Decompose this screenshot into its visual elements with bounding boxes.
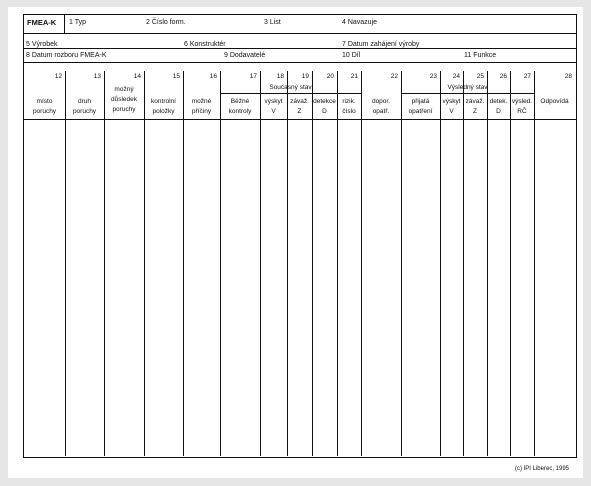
column-label-line: místo bbox=[36, 98, 53, 105]
column-number: 28 bbox=[564, 73, 572, 80]
column-label-line: detek. bbox=[489, 98, 508, 105]
column-divider bbox=[104, 71, 105, 456]
column-label-line: poruchy bbox=[72, 108, 97, 115]
column-label-line: D bbox=[322, 108, 327, 115]
column-number: 17 bbox=[249, 73, 257, 80]
column-label bbox=[24, 97, 65, 117]
column-number: 16 bbox=[209, 73, 217, 80]
column-label-line: poruchy bbox=[112, 106, 136, 113]
column-label-line: opatření bbox=[408, 108, 433, 115]
column-label bbox=[463, 97, 487, 117]
column-label-line: výskyt bbox=[442, 98, 461, 105]
column-label-line: kontroly bbox=[228, 108, 252, 115]
column-number: 21 bbox=[350, 73, 358, 80]
column-label-line: závaž. bbox=[290, 98, 309, 105]
column-divider bbox=[183, 71, 184, 456]
header-divider bbox=[64, 15, 65, 33]
column-number: 26 bbox=[499, 73, 507, 80]
column-label-line: číslo bbox=[342, 108, 356, 115]
field-dil: 10 Díl bbox=[342, 52, 361, 59]
field-vyrobek: 5 Výrobek bbox=[26, 41, 58, 48]
column-number: 20 bbox=[326, 73, 334, 80]
column-label-line: výsled. bbox=[511, 98, 533, 105]
field-list: 3 List bbox=[264, 19, 281, 26]
column-label bbox=[361, 97, 401, 117]
field-dodavatele: 9 Dodavatelé bbox=[224, 52, 266, 59]
column-divider bbox=[361, 71, 362, 456]
column-label-line: závaž. bbox=[465, 98, 485, 105]
column-divider bbox=[65, 71, 66, 456]
column-divider bbox=[534, 71, 535, 456]
column-number: 24 bbox=[452, 73, 460, 80]
field-datum-rozboru: 8 Datum rozboru FMEA-K bbox=[26, 52, 107, 59]
field-navazuje: 4 Navazuje bbox=[342, 19, 378, 26]
column-label-line: poruchy bbox=[32, 108, 57, 115]
column-label bbox=[65, 97, 104, 117]
field-cislo-form: 2 Číslo form. bbox=[146, 19, 186, 26]
column-divider bbox=[312, 71, 313, 456]
column-divider bbox=[510, 71, 511, 456]
column-label-line: důsledek bbox=[110, 96, 138, 103]
column-label bbox=[104, 85, 144, 115]
header-line-3 bbox=[24, 62, 576, 63]
column-label bbox=[312, 97, 337, 117]
column-label bbox=[440, 97, 463, 117]
column-label-line: přijatá bbox=[411, 98, 430, 105]
column-label-line: detekce bbox=[313, 98, 336, 105]
group-soucasny-stav-line bbox=[220, 93, 361, 94]
column-number: 19 bbox=[301, 73, 309, 80]
column-grid bbox=[24, 71, 576, 457]
group-vysledny-stav-label: Výsledný stav bbox=[447, 84, 488, 91]
column-label-line: možné bbox=[191, 98, 212, 105]
column-label-line: dopor. bbox=[371, 98, 391, 105]
column-label bbox=[260, 97, 287, 117]
field-datum-zahajeni: 7 Datum zahájení výroby bbox=[342, 41, 420, 48]
column-label-line: V bbox=[271, 108, 276, 115]
group-vysledny-stav-line bbox=[401, 93, 534, 94]
header-line-2 bbox=[24, 48, 576, 49]
column-label bbox=[487, 97, 510, 117]
column-number: 23 bbox=[429, 73, 437, 80]
column-number: 18 bbox=[276, 73, 284, 80]
column-header-bottom bbox=[24, 119, 576, 120]
field-konstrukter: 6 Konstruktér bbox=[184, 41, 226, 48]
column-divider bbox=[401, 71, 402, 456]
header-line-1 bbox=[24, 33, 576, 34]
column-number: 13 bbox=[93, 73, 101, 80]
column-label-line: Z bbox=[473, 108, 477, 115]
column-divider bbox=[260, 71, 261, 456]
column-number: 12 bbox=[54, 73, 62, 80]
column-label-line: Běžné bbox=[230, 98, 250, 105]
fmea-form bbox=[23, 14, 577, 458]
column-label-line: kontrolní bbox=[151, 98, 176, 105]
column-label-line: RČ bbox=[517, 108, 527, 115]
field-funkce: 11 Funkce bbox=[464, 52, 497, 59]
column-divider bbox=[287, 71, 288, 456]
column-divider bbox=[440, 71, 441, 456]
column-label bbox=[220, 97, 260, 117]
column-label-line: V bbox=[449, 108, 454, 115]
form-code: FMEA-K bbox=[27, 18, 57, 27]
column-label-line: rizik. bbox=[342, 98, 356, 105]
column-divider bbox=[337, 71, 338, 456]
copyright-footer-text: (c) IPI Liberec, 1995 bbox=[514, 466, 569, 472]
column-label bbox=[144, 97, 183, 117]
column-label-line: druh bbox=[77, 98, 91, 105]
field-typ: 1 Typ bbox=[69, 19, 86, 26]
column-number: 15 bbox=[172, 73, 180, 80]
column-label-line: možný bbox=[114, 86, 134, 93]
column-label-line: položky bbox=[152, 108, 175, 115]
column-label-line: Odpovídá bbox=[540, 98, 569, 105]
form-page bbox=[8, 7, 583, 478]
column-label-line: příčiny bbox=[191, 108, 212, 115]
column-number: 14 bbox=[133, 73, 141, 80]
column-number: 25 bbox=[476, 73, 484, 80]
column-label bbox=[510, 97, 534, 117]
column-label bbox=[183, 97, 220, 117]
column-number: 22 bbox=[390, 73, 398, 80]
column-number: 27 bbox=[523, 73, 531, 80]
column-divider bbox=[463, 71, 464, 456]
column-label-line: D bbox=[496, 108, 501, 115]
column-label-line: Z bbox=[297, 108, 302, 115]
column-divider bbox=[144, 71, 145, 456]
column-divider bbox=[220, 71, 221, 456]
column-label-line: výskyt bbox=[264, 98, 283, 105]
column-label-line: opatř. bbox=[372, 108, 390, 115]
column-label bbox=[401, 97, 440, 117]
column-label bbox=[287, 97, 312, 117]
column-label bbox=[534, 97, 575, 107]
group-soucasny-stav-label: Současný stav bbox=[269, 84, 312, 91]
column-label bbox=[337, 97, 361, 117]
column-divider bbox=[487, 71, 488, 456]
